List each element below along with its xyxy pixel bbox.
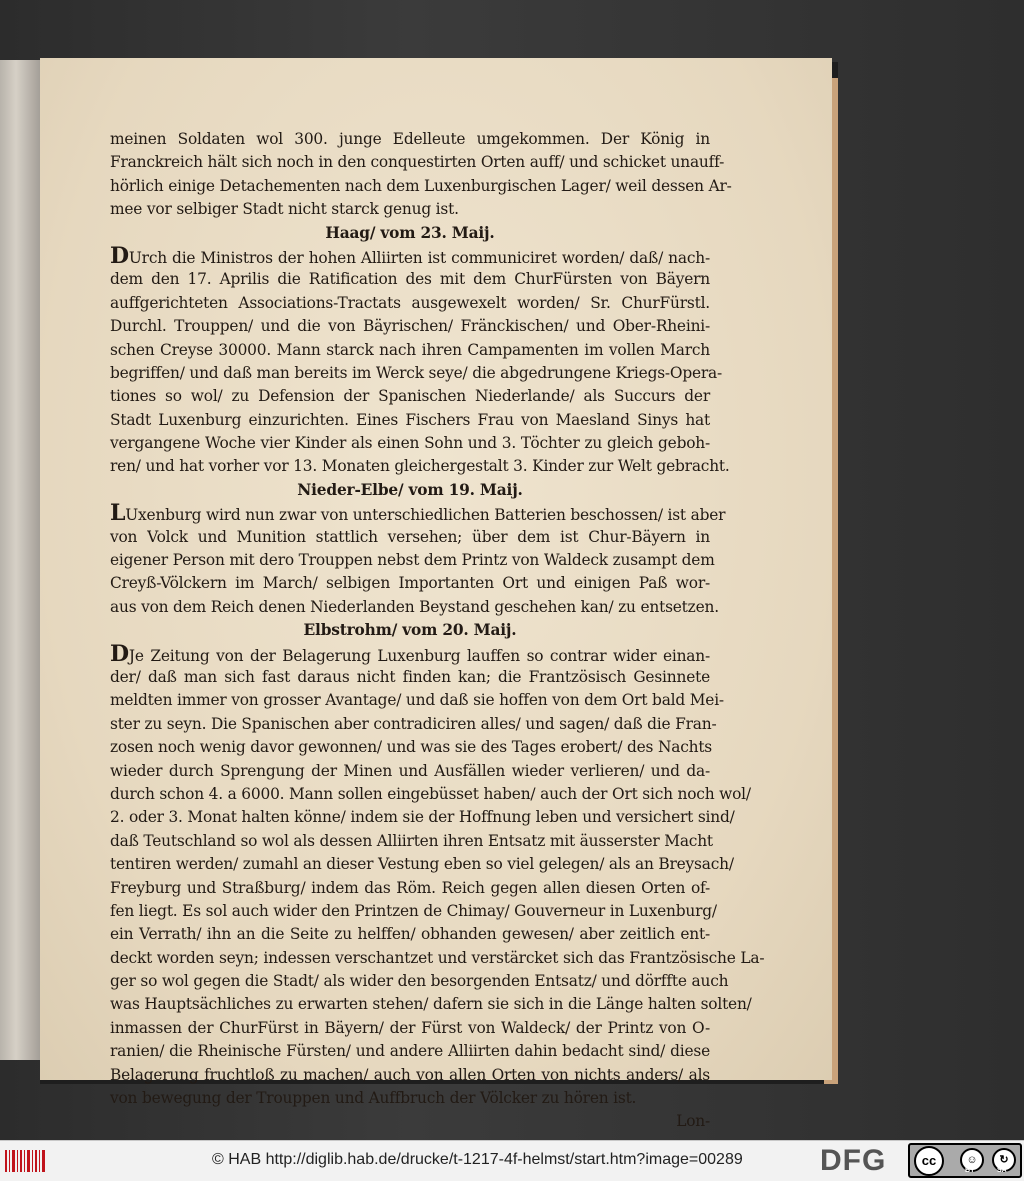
- section-heading: Nieder-Elbe/ vom 19. Maij.: [297, 480, 523, 499]
- catchword: Lon-: [676, 1112, 710, 1131]
- by-label: BY: [965, 1167, 975, 1174]
- viewer-footer: [0, 1140, 1024, 1181]
- text-line: schen Creyse 30000. Mann starck nach ihren Campamenten im vollen March: [110, 340, 710, 359]
- text-line: Belagerung fruchtloß zu machen/ auch von allen Orten von nichts anders/ als: [110, 1065, 710, 1084]
- text-line: tiones so wol/ zu Defension der Spanischen Niederlande/ als Succurs der: [110, 387, 710, 406]
- drop-cap: D: [110, 242, 129, 269]
- text-line: hörlich einige Detachementen nach dem Luxenburgischen Lager/ weil dessen Ar-: [110, 176, 732, 195]
- text-line: 2. oder 3. Monat halten könne/ indem sie der Hoffnung leben und versichert sind/: [110, 808, 735, 827]
- left-page-edge: [0, 60, 40, 1060]
- text-line: ein Verrath/ ihn an die Seite zu helffen/ obhanden gewesen/ aber zeitlich ent-: [110, 925, 710, 944]
- sa-label: SA: [997, 1167, 1007, 1174]
- text-line: ranien/ die Rheinische Fürsten/ und andere Alliirten dahin bedacht sind/ diese: [110, 1042, 710, 1061]
- text-line: deckt worden seyn; indessen verschantzet und verstärcket sich das Frantzösische La-: [110, 948, 765, 967]
- text-line: [110, 640, 710, 667]
- text-line: zosen noch wenig davor gewonnen/ und was sie des Tages erobert/ des Nachts: [110, 738, 713, 757]
- text-line: Creyß-Völckern im March/ selbigen Importanten Ort und einigen Paß wor-: [110, 574, 710, 593]
- text-line: der/ daß man sich fast daraus nicht finden kan; die Frantzösisch Gesinnete: [110, 667, 710, 686]
- drop-cap: L: [110, 500, 126, 527]
- text-line: ster zu seyn. Die Spanischen aber contradiciren alles/ und sagen/ daß die Fran-: [110, 714, 717, 733]
- text-line: meinen Soldaten wol 300. junge Edelleute umgekommen. Der König in: [110, 130, 710, 148]
- text-line: [110, 242, 710, 269]
- text-line: eigener Person mit dero Trouppen nebst dem Printz von Waldeck zusampt dem: [110, 551, 715, 570]
- dfg-logo: DFG: [820, 1144, 887, 1177]
- cc-icon: cc: [914, 1146, 944, 1176]
- text-line: aus von dem Reich denen Niederlanden Beystand geschehen kan/ zu entsetzen.: [110, 597, 719, 616]
- section-heading: Haag/ vom 23. Maij.: [325, 223, 495, 242]
- text-line: [110, 500, 726, 527]
- text-line-rest: Urch die Ministros der hohen Alliirten ist communiciret worden/ daß/ nach-: [128, 248, 710, 267]
- text-line: was Hauptsächliches zu erwarten stehen/ dafern sie sich in die Länge halten solten/: [110, 995, 752, 1014]
- text-line: Durchl. Trouppen/ und die von Bäyrischen/ Fränckischen/ und Ober-Rheini-: [110, 317, 710, 336]
- text-line: Stadt Luxenburg einzurichten. Eines Fischers Frau von Maesland Sinys hat: [110, 410, 710, 429]
- text-line: Franckreich hält sich noch in den conquestirten Orten auff/ und schicket unauff-: [110, 153, 725, 172]
- drop-cap: D: [110, 640, 129, 667]
- text-line: meldten immer von grosser Avantage/ und daß sie hoffen von dem Ort bald Mei-: [110, 691, 724, 710]
- text-line: begriffen/ und daß man bereits im Werck seye/ die abgedrungene Kriegs-Opera-: [110, 363, 723, 382]
- text-line: dem den 17. Aprilis die Ratification des mit dem ChurFürsten von Bäyern: [110, 270, 710, 289]
- by-icon: ☺: [960, 1148, 984, 1172]
- text-line: auffgerichteten Associations-Tractats ausgewexelt worden/ Sr. ChurFürstl.: [110, 293, 710, 312]
- cc-license-badge[interactable]: [908, 1143, 1022, 1178]
- text-line-rest: Je Zeitung von der Belagerung Luxenburg lauffen so contrar wider einan-: [128, 646, 710, 665]
- text-line: fen liegt. Es sol auch wider den Printzen de Chimay/ Gouverneur in Luxenburg/: [110, 901, 717, 920]
- text-line: ger so wol gegen die Stadt/ als wider den besorgenden Entsatz/ und dörffte auch: [110, 972, 729, 991]
- text-line: Freyburg und Straßburg/ indem das Röm. Reich gegen allen diesen Orten of-: [110, 878, 710, 897]
- copyright-url-text[interactable]: © HAB http://diglib.hab.de/drucke/t-1217-4f-helmst/start.htm?image=00289: [212, 1151, 743, 1168]
- text-line: ren/ und hat vorher vor 13. Monaten gleichergestalt 3. Kinder zur Welt gebracht.: [110, 457, 730, 476]
- text-line: daß Teutschland so wol als dessen Alliirten ihren Entsatz mit äusserster Macht: [110, 831, 713, 850]
- text-line: wieder durch Sprengung der Minen und Ausfällen wieder verlieren/ und da-: [110, 761, 710, 780]
- text-line: inmassen der ChurFürst in Bäyern/ der Fürst von Waldeck/ der Printz von O-: [110, 1018, 710, 1037]
- text-line: mee vor selbiger Stadt nicht starck genug ist.: [110, 200, 459, 219]
- text-line: tentiren werden/ zumahl an dieser Vestung eben so viel gelegen/ als an Breysach/: [110, 855, 734, 874]
- text-line-rest: Uxenburg wird nun zwar von unterschiedlichen Batterien beschossen/ ist aber: [125, 506, 726, 525]
- text-line: von Volck und Munition stattlich versehen; über dem ist Chur-Bäyern in: [110, 527, 710, 546]
- barcode-icon: [4, 1147, 48, 1175]
- section-heading: Elbstrohm/ vom 20. Maij.: [303, 621, 517, 640]
- text-line: von bewegung der Trouppen und Auffbruch der Völcker zu hören ist.: [110, 1089, 637, 1108]
- text-line: vergangene Woche vier Kinder als einen Sohn und 3. Töchter zu gleich geboh-: [110, 434, 710, 453]
- sa-icon: ↻: [992, 1148, 1016, 1172]
- document-text: [110, 128, 765, 1134]
- text-line: durch schon 4. a 6000. Mann sollen eingebüsset haben/ auch der Ort sich noch wol/: [110, 784, 751, 803]
